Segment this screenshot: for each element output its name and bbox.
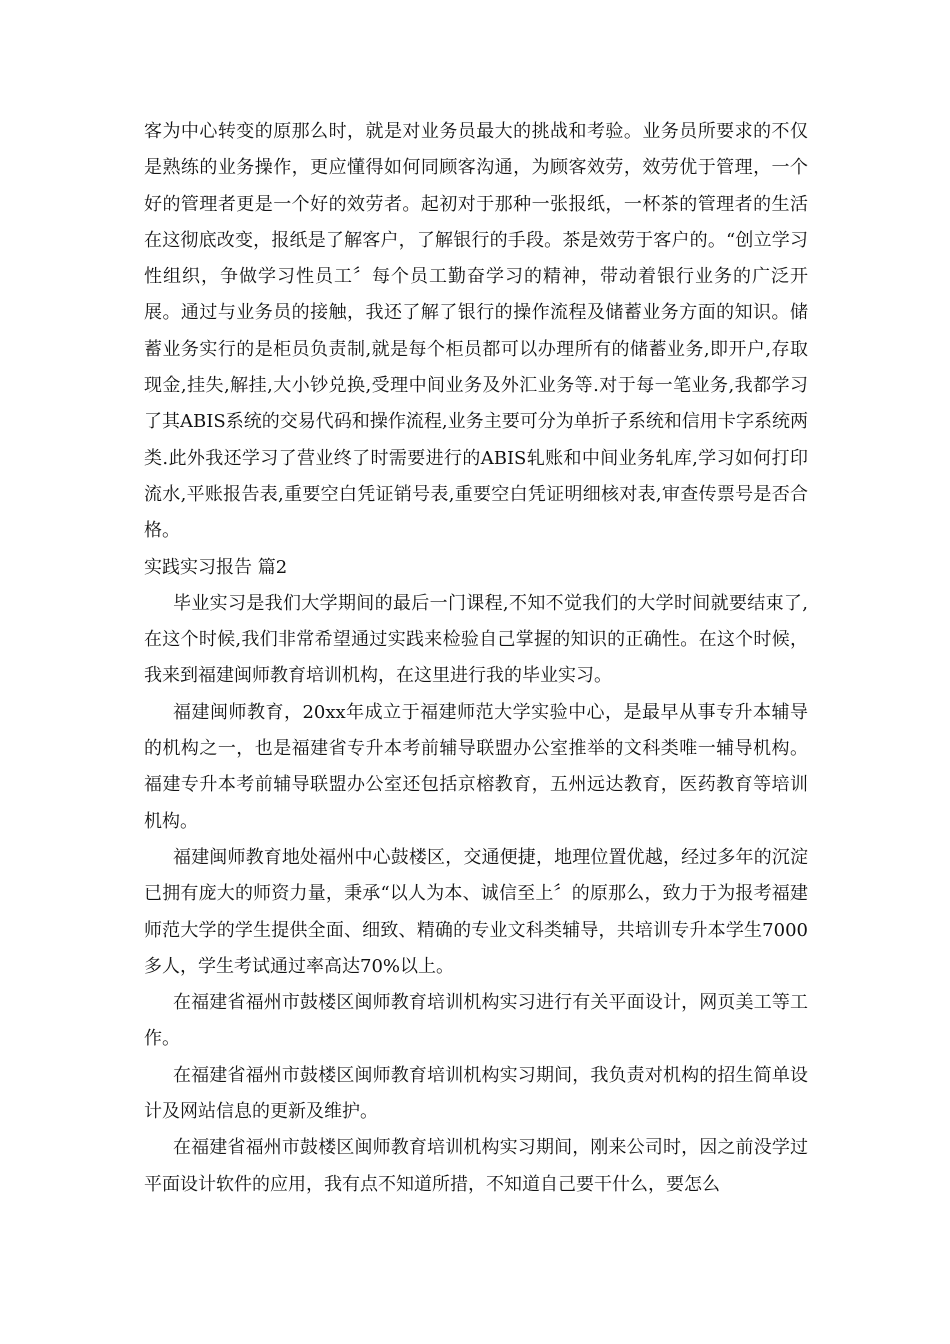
paragraph: 毕业实习是我们大学期间的最后一门课程,不知不觉我们的大学时间就要结束了,在这个时候,我们非常希望通过实践来检验自己掌握的知识的正确性。在这个时候，我来到福建闽师教育培训机构，在这里进行我的毕业实习。 [144, 592, 808, 687]
paragraph: 在福建省福州市鼓楼区闽师教育培训机构实习进行有关平面设计，网页美工等工作。 [144, 992, 808, 1050]
paragraph: 在福建省福州市鼓楼区闽师教育培训机构实习期间，刚来公司时，因之前没学过平面设计软件的应用，我有点不知道所措，不知道自己要干什么，要怎么 [144, 1137, 808, 1195]
paragraph: 福建闽师教育，20xx年成立于福建师范大学实验中心，是最早从事专升本辅导的机构之一，也是福建省专升本考前辅导联盟办公室推举的文科类唯一辅导机构。福建专升本考前辅导联盟办公室还包括京榕教育，五州远达教育，医药教育等培训机构。 [144, 701, 808, 832]
document-body [144, 114, 808, 1203]
paragraph-continuation: 客为中心转变的原那么时，就是对业务员最大的挑战和考验。业务员所要求的不仅是熟练的业务操作，更应懂得如何同顾客沟通，为顾客效劳，效劳优于管理，一个好的管理者更是一个好的效劳者。起初对于那种一张报纸，一杯茶的管理者的生活在这彻底改变，报纸是了解客户，了解银行的手段。茶是效劳于客户的。“创立学习性组织，争做学习性员工〞每个员工勤奋学习的精神，带动着银行业务的广泛开展。通过与业务员的接触，我还了解了银行的操作流程及储蓄业务方面的知识。储蓄业务实行的是柜员负责制,就是每个柜员都可以办理所有的储蓄业务,即开户,存取现金,挂失,解挂,大小钞兑换,受理中间业务及外汇业务等.对于每一笔业务,我都学习了其ABIS系统的交易代码和操作流程,业务主要可分为单折子系统和信用卡字系统两类.此外我还学习了营业终了时需要进行的ABIS轧账和中间业务轧库,学习如何打印流水,平账报告表,重要空白凭证销号表,重要空白凭证明细核对表,审查传票号是否合格。 [144, 121, 808, 542]
paragraph: 福建闽师教育地处福州中心鼓楼区，交通便捷，地理位置优越，经过多年的沉淀已拥有庞大的师资力量，秉承“以人为本、诚信至上〞的原那么，致力于为报考福建师范大学的学生提供全面、细致、精确的专业文科类辅导，共培训专升本学生7000多人，学生考试通过率高达70%以上。 [144, 846, 808, 977]
section-heading: 实践实习报告 篇2 [144, 556, 288, 578]
paragraph: 在福建省福州市鼓楼区闽师教育培训机构实习期间，我负责对机构的招生简单设计及网站信息的更新及维护。 [144, 1064, 808, 1123]
